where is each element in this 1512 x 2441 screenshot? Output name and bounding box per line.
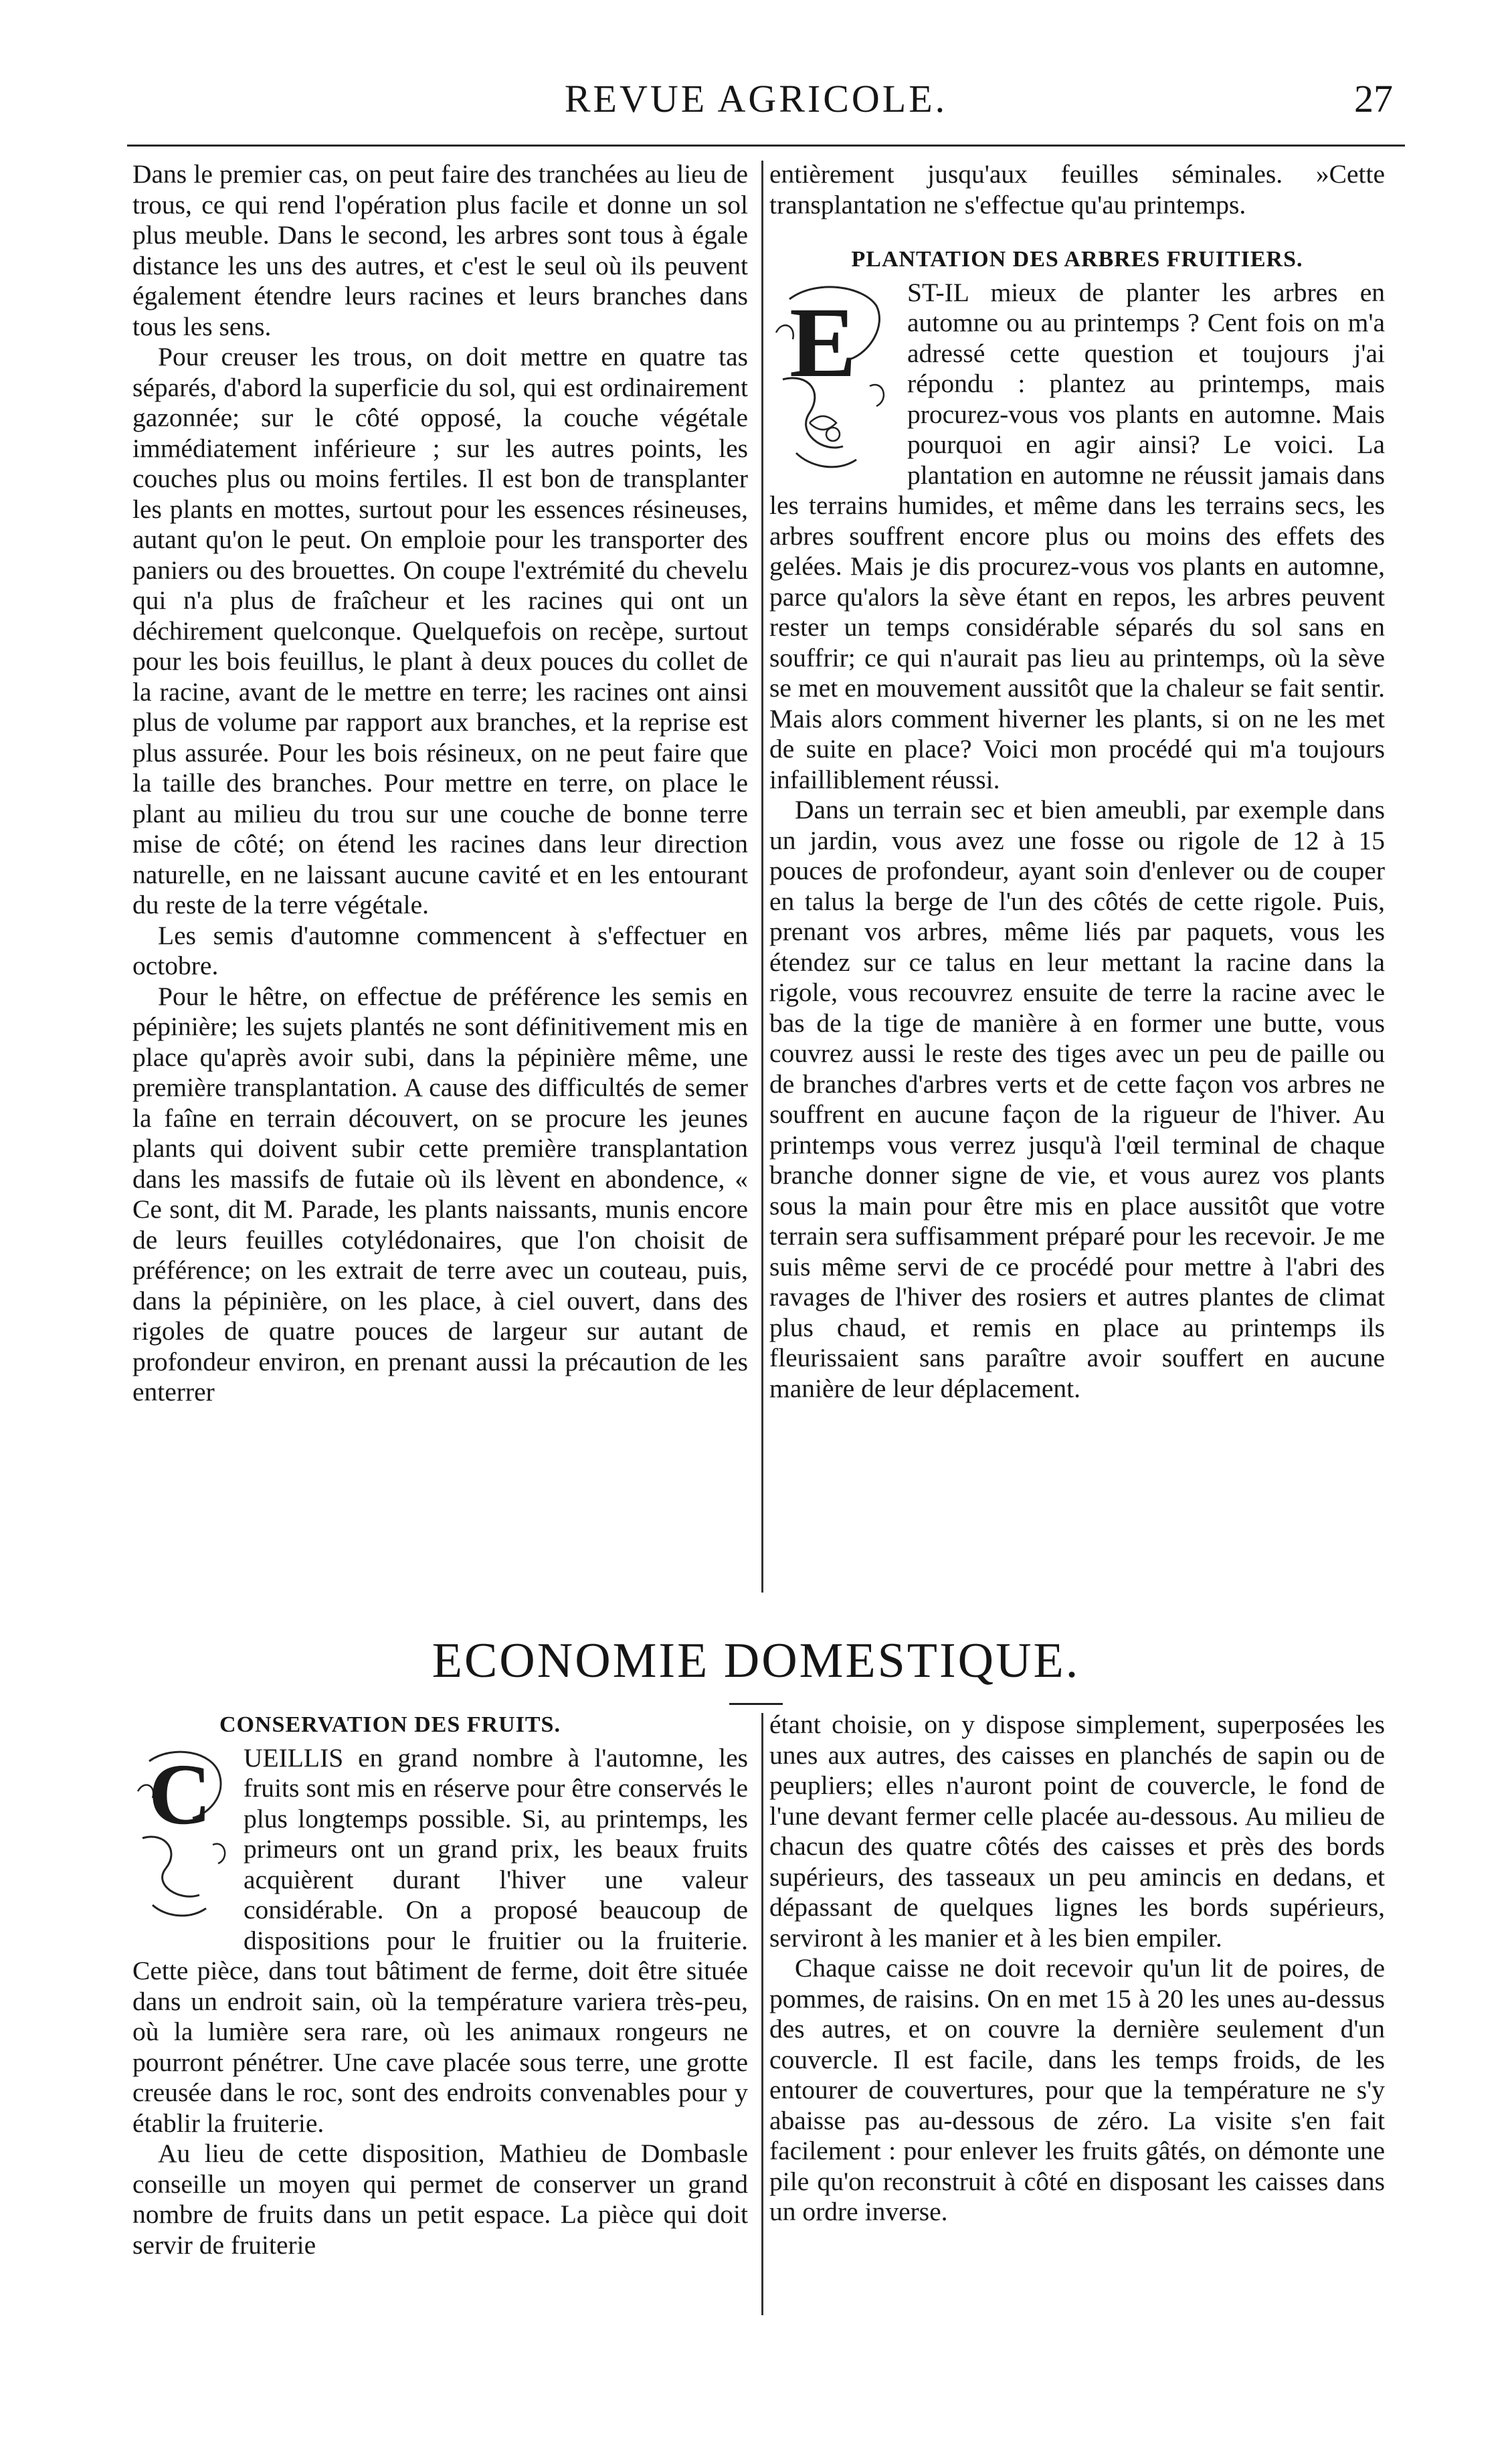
paragraph: ST-IL mieux de planter les arbres en automne ou au printemps ? Cent fois on m'a adressé cette question et toujours j'ai répondu : plantez au printemps, mais procurez-vous vos plants en automne. Mais pourquoi en agir ainsi? Le voici. La plantation en automne ne réussit jamais dans les terrains humides, et même dans les terrains secs, les arbres souffrent encore plus ou moins des effets des gelées. Mais je dis procurez-vous vos plants en automne, parce qu'alors la sève étant en repos, les arbres peuvent rester un temps considérable séparés du sol sans en souffrir; ce qui n'aurait pas lieu au printemps, où la sève se met en mouvement aussitôt que la chaleur se fait sentir. Mais alors comment hiverner les plants, si on ne les met de suite en place? Voici mon procédé qui m'a toujours infailliblement réussi.	[769, 277, 1385, 794]
bottom-right-column	[769, 1710, 1385, 2325]
paragraph: Dans un terrain sec et bien ameubli, par exemple dans un jardin, vous avez une fosse ou rigole de 12 à 15 pouces de profondeur, ayant soin d'enlever ou de couper en talus la berge de l'un des côtés de cette rigole. Puis, prenant vos arbres, même liés par paquets, vous les étendez sur ce talus en leur mettant la racine dans la rigole, vous recouvrez ensuite de terre la racine avec le bas de la tige de manière à en former une butte, vous couvrez aussi le reste des tiges avec un peu de paille ou de branches d'arbres verts et de cette façon vos arbres ne souffrent en aucune façon de la rigueur de l'hiver. Au printemps vous verrez jusqu'à l'œil terminal de chaque branche donner signe de vie, et vous aurez vos plants sous la main pour être mis en place aussitôt que votre terrain sera suffisamment préparé pour les recevoir. Je me suis même servi de ce procédé pour mettre à l'abri des ravages de l'hiver des rosiers et autres plantes de climat plus chaud, et remis en place au printemps ils fleurissaient sans paraître avoir souffert en aucune manière de leur déplacement.	[769, 795, 1385, 1403]
dropcap-letter: C	[149, 1746, 211, 1843]
column-rule	[761, 1713, 763, 2315]
top-right-column	[769, 159, 1385, 1598]
dropcap-letter: E	[789, 286, 857, 398]
top-left-column	[132, 159, 748, 1598]
section-title-rule	[729, 1703, 783, 1705]
paragraph: Dans le premier cas, on peut faire des tranchées au lieu de trous, ce qui rend l'opération plus facile et donne un sol plus meuble. Dans le second, les arbres sont tous à égale distance les uns des autres, et c'est le seul où ils peuvent également étendre leurs racines et leurs branches dans tous les sens.	[132, 159, 748, 341]
section-title: ECONOMIE DOMESTIQUE.	[432, 1633, 1080, 1688]
header-rule	[127, 145, 1405, 147]
paragraph: Pour le hêtre, on effectue de préférence les semis en pépinière; les sujets plantés ne sont définitivement mis en place qu'après avoir subi, dans la pépinière même, une première transplantation. A cause des difficultés de semer la faîne en terrain découvert, on se procure les jeunes plants qui doivent subir cette première transplantation dans les massifs de futaie où ils lèvent en abondence, « Ce sont, dit M. Parade, les plants naissants, munis encore de leurs feuilles cotylédonaires, que l'on choisit de préférence; on les extrait de terre avec un couteau, puis, dans la pépinière, on les place, à ciel ouvert, dans des rigoles de quatre pouces de largeur sur autant de profondeur environ, en prenant aussi la précaution de les enterrer	[132, 981, 748, 1407]
paragraph: Au lieu de cette disposition, Mathieu de Dombasle conseille un moyen qui permet de conserver un grand nombre de fruits dans un petit espace. La pièce qui doit servir de fruiterie	[132, 2139, 748, 2260]
paragraph: étant choisie, on y dispose simplement, superposées les unes aux autres, des caisses en planchés de sapin ou de peupliers; elles n'auront point de couvercle, le fond de l'une devant fermer celle placée au-dessous. Au milieu de chacun des quatre côtés des caisses et près des bords supérieurs, des tasseaux un peu amincis en dedans, et dépassant de quelques lignes les bords supérieurs, serviront à les manier et à les bien empiler.	[769, 1710, 1385, 1953]
column-rule	[761, 161, 763, 1593]
paragraph: Pour creuser les trous, on doit mettre en quatre tas séparés, d'abord la superficie du sol, qui est ordinairement gazonnée; sur le côté opposé, la couche végétale immédiatement inférieure ; sur les autres points, les couches plus ou moins fertiles. Il est bon de transplanter les plants en mottes, surtout pour les essences résineuses, autant qu'on le peut. On emploie pour les transporter des paniers ou des brouettes. On coupe l'extrémité du chevelu qui n'a plus de fraîcheur et les racines qui ont un déchirement quelconque. Quelquefois on recèpe, surtout pour les bois feuillus, le plant à deux pouces du collet de la racine, avant de le mettre en terre; les racines ont ainsi plus de volume par rapport aux branches, et la reprise est plus assurée. Pour les bois résineux, on ne peut faire que la taille des branches. Pour mettre en terre, on place le plant au milieu du trou sur une couche de bonne terre mise de côté; on étend les racines dans leur direction naturelle, en ne laissant aucune cavité et en les entourant du reste de la terre végétale.	[132, 342, 748, 919]
paragraph: Les semis d'automne commencent à s'effectuer en octobre.	[132, 920, 748, 980]
journal-title: REVUE AGRICOLE.	[564, 77, 948, 120]
ornamental-dropcap	[769, 279, 896, 480]
subheading-fruit-trees: PLANTATION DES ARBRES FRUITIERS.	[851, 247, 1303, 272]
continuation-text: entièrement jusqu'aux feuilles séminales. »Cette transplantation ne s'effectue qu'au printemps.	[769, 159, 1385, 219]
page-number: 27	[1354, 77, 1393, 120]
paragraph: UEILLIS en grand nombre à l'automne, les fruits sont mis en réserve pour être conservés le plus longtemps possible. Si, au printemps, les primeurs ont un grand prix, les beaux fruits acquièrent durant l'hiver une valeur considérable. On a proposé beaucoup de dispositions pour le fruitier ou la fruiterie. Cette pièce, dans tout bâtiment de ferme, doit être située dans un endroit sain, où la température variera très-peu, où la lumière sera rare, où les animaux rongeurs ne pourront pénétrer. Une cave placée sous terre, une grotte creusée dans le roc, sont des endroits convenables pour y établir la fruiterie.	[132, 1742, 748, 2138]
paragraph: Chaque caisse ne doit recevoir qu'un lit de poires, de pommes, de raisins. On en met 15 à 20 les unes au-dessus des autres, et on couvre la dernière seulement d'un couvercle. Il est facile, dans les temps froids, de les entourer de couvertures, pour que la température ne s'y abaisse pas au-dessous de zéro. La visite s'en fait facilement : pour enlever les fruits gâtés, on démonte une pile qu'on reconstruit à côté en disposant les caisses dans un ordre inverse.	[769, 1953, 1385, 2226]
subheading-fruit-conservation: CONSERVATION DES FRUITS.	[219, 1712, 561, 1737]
ornamental-dropcap	[132, 1744, 233, 1925]
bottom-left-column	[132, 1710, 748, 2325]
page-header	[0, 56, 1512, 123]
